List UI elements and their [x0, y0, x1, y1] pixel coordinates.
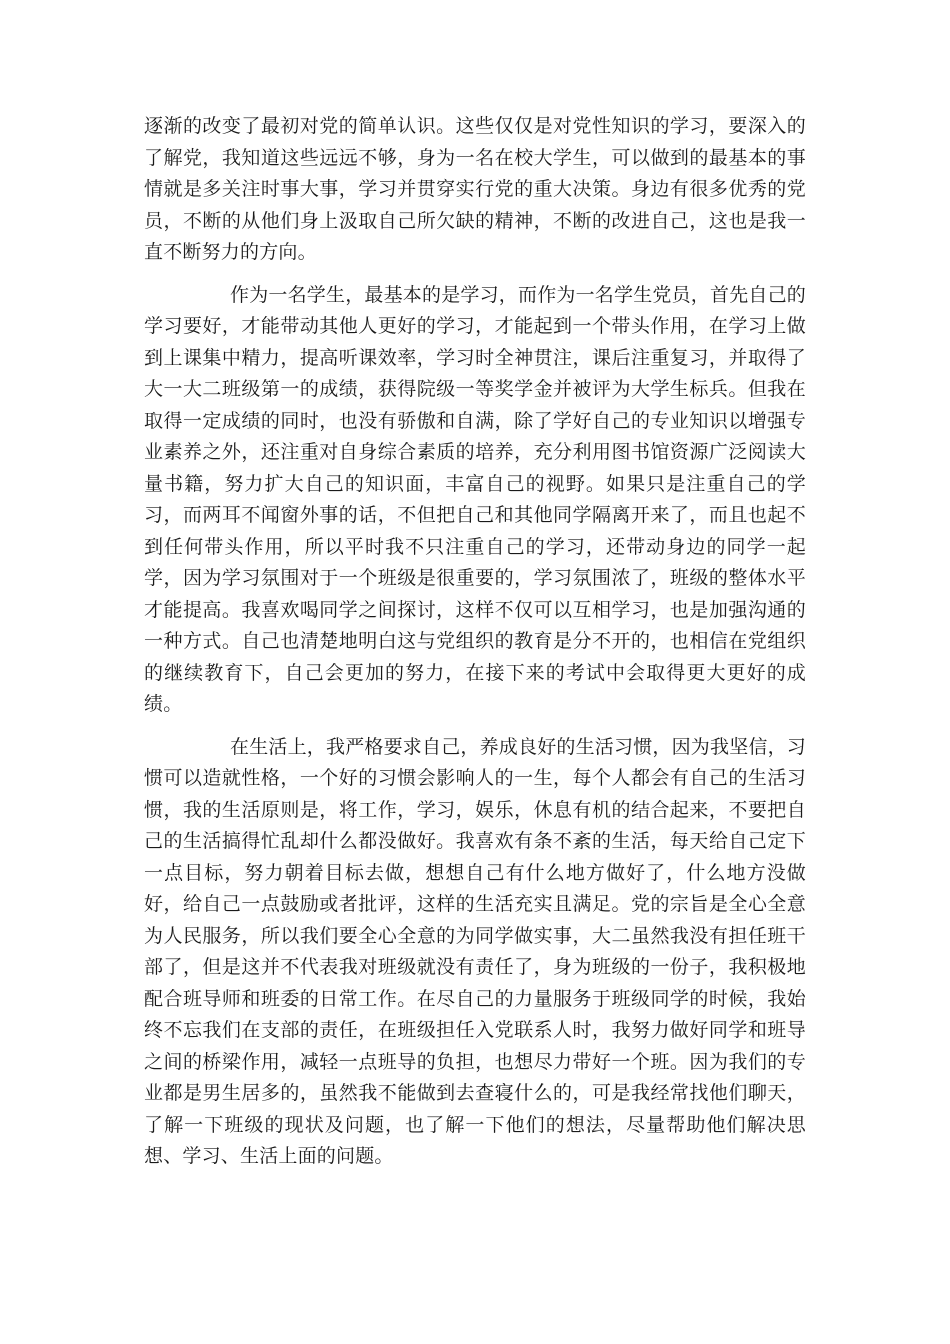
document-body [144, 111, 806, 1184]
paragraph-3: 在生活上，我严格要求自己，养成良好的生活习惯，因为我坚信，习惯可以造就性格，一个好的习惯会影响人的一生，每个人都会有自己的生活习惯，我的生活原则是，将工作，学习，娱乐，休息有机的结合起来，不要把自己的生活搞得忙乱却什么都没做好。我喜欢有条不紊的生活，每天给自己定下一点目标，努力朝着目标去做，想想自己有什么地方做好了，什么地方没做好，给自己一点鼓励或者批评，这样的生活充实且满足。党的宗旨是全心全意为人民服务，所以我们要全心全意的为同学做实事，大二虽然我没有担任班干部了，但是这并不代表我对班级就没有责任了，身为班级的一份子，我积极地配合班导师和班委的日常工作。在尽自己的力量服务于班级同学的时候，我始终不忘我们在支部的责任，在班级担任入党联系人时，我努力做好同学和班导之间的桥梁作用，减轻一点班导的负担，也想尽力带好一个班。因为我们的专业都是男生居多的，虽然我不能做到去查寝什么的，可是我经常找他们聊天，了解一下班级的现状及问题，也了解一下他们的想法，尽量帮助他们解决思想、学习、生活上面的问题。 [144, 735, 807, 1167]
paragraph-1: 逐渐的改变了最初对党的简单认识。这些仅仅是对党性知识的学习，要深入的了解党，我知道这些远远不够，身为一名在校大学生，可以做到的最基本的事情就是多关注时事大事，学习并贯穿实行党的重大决策。身边有很多优秀的党员，不断的从他们身上汲取自己所欠缺的精神，不断的改进自己，这也是我一直不断努力的方向。 [144, 115, 806, 263]
paragraph-2: 作为一名学生，最基本的是学习，而作为一名学生党员，首先自己的学习要好，才能带动其他人更好的学习，才能起到一个带头作用，在学习上做到上课集中精力，提高听课效率，学习时全神贯注，课后注重复习，并取得了大一大二班级第一的成绩，获得院级一等奖学金并被评为大学生标兵。但我在取得一定成绩的同时，也没有骄傲和自满，除了学好自己的专业知识以增强专业素养之外，还注重对自身综合素质的培养，充分利用图书馆资源广泛阅读大量书籍，努力扩大自己的知识面，丰富自己的视野。如果只是注重自己的学习，而两耳不闻窗外事的话，不但把自己和其他同学隔离开来了，而且也起不到任何带头作用，所以平时我不只注重自己的学习，还带动身边的同学一起学，因为学习氛围对于一个班级是很重要的，学习氛围浓了，班级的整体水平才能提高。我喜欢喝同学之间探讨，这样不仅可以互相学习，也是加强沟通的一种方式。自己也清楚地明白这与党组织的教育是分不开的，也相信在党组织的继续教育下，自己会更加的努力，在接下来的考试中会取得更大更好的成绩。 [144, 283, 807, 715]
